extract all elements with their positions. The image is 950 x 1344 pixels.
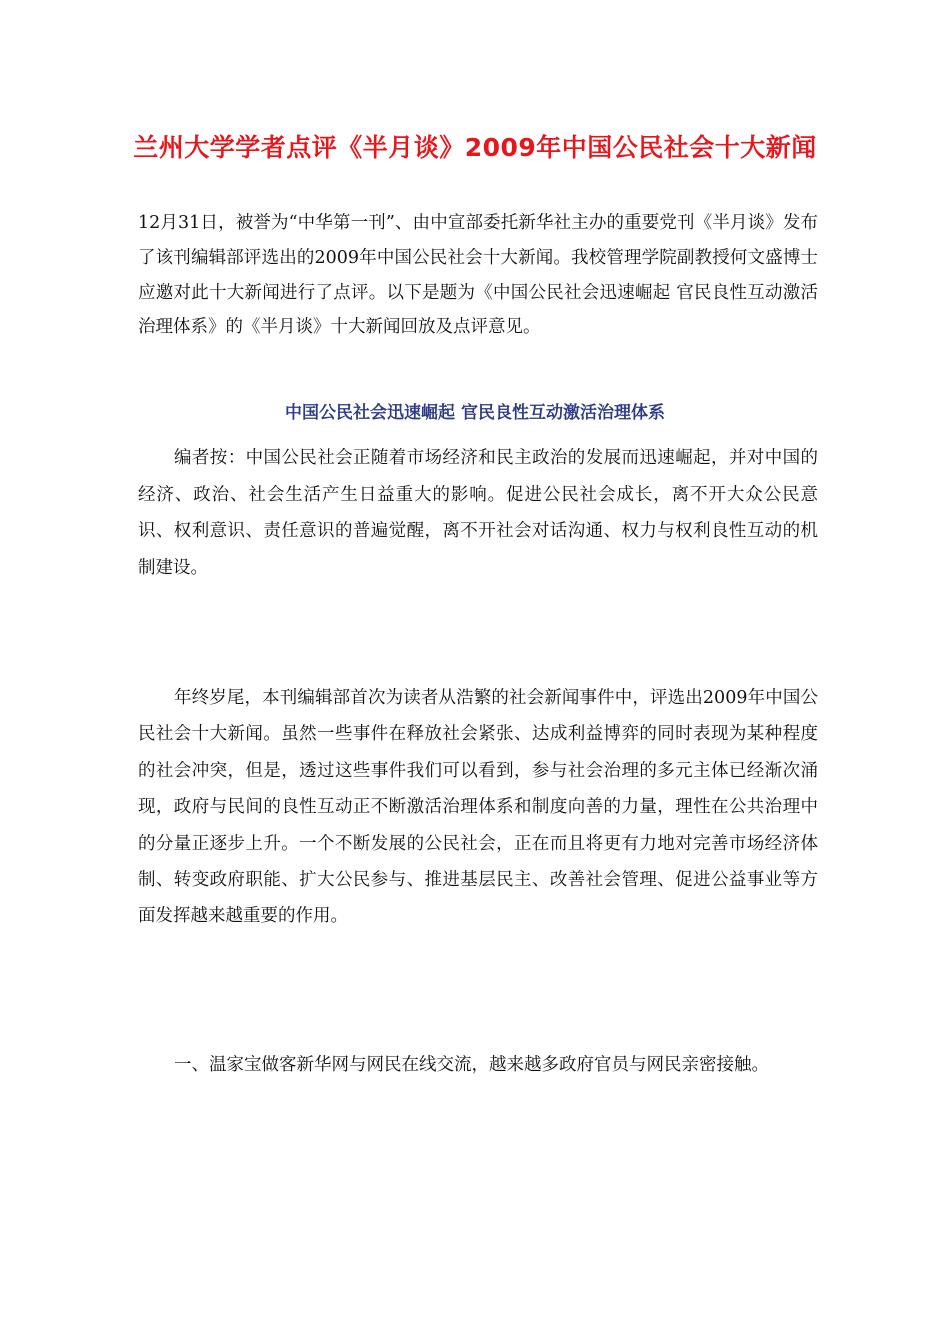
news-item-one: 一、温家宝做客新华网与网民在线交流，越来越多政府官员与网民亲密接触。 xyxy=(174,1055,769,1075)
editor-note-paragraph: 编者按：中国公民社会正随着市场经济和民主政治的发展而迅速崛起，并对中国的经济、政治、社会生活产生日益重大的影响。促进公民社会成长，离不开大众公民意识、权利意识、责任意识的普遍觉醒，离不开社会对话沟通、权力与权利良性互动的机制建设。 xyxy=(138,448,818,578)
body-paragraph: 年终岁尾，本刊编辑部首次为读者从浩繁的社会新闻事件中，评选出2009年中国公民社会十大新闻。虽然一些事件在释放社会紧张、达成利益博弈的同时表现为某种程度的社会冲突，但是，透过这些事件我们可以看到，参与社会治理的多元主体已经渐次涌现，政府与民间的良性互动正不断激活治理体系和制度向善的力量，理性在公共治理中的分量正逐步上升。一个不断发展的公民社会，正在而且将更有力地对完善市场经济体制、转变政府职能、扩大公民参与、推进基层民主、改善社会管理、促进公益事业等方面发挥越来越重要的作用。 xyxy=(138,688,818,927)
intro-paragraph: 12月31日，被誉为“中华第一刊”、由中宣部委托新华社主办的重要党刊《半月谈》发布了该刊编辑部评选出的2009年中国公民社会十大新闻。我校管理学院副教授何文盛博士应邀对此十大新闻进行了点评。以下是题为《中国公民社会迅速崛起 官民良性互动激活治理体系》的《半月谈》十大新闻回放及点评意见。 xyxy=(138,213,818,338)
article-subtitle: 中国公民社会迅速崛起 官民良性互动激活治理体系 xyxy=(285,403,665,423)
document-title: 兰州大学学者点评《半月谈》2009年中国公民社会十大新闻 xyxy=(133,133,817,162)
